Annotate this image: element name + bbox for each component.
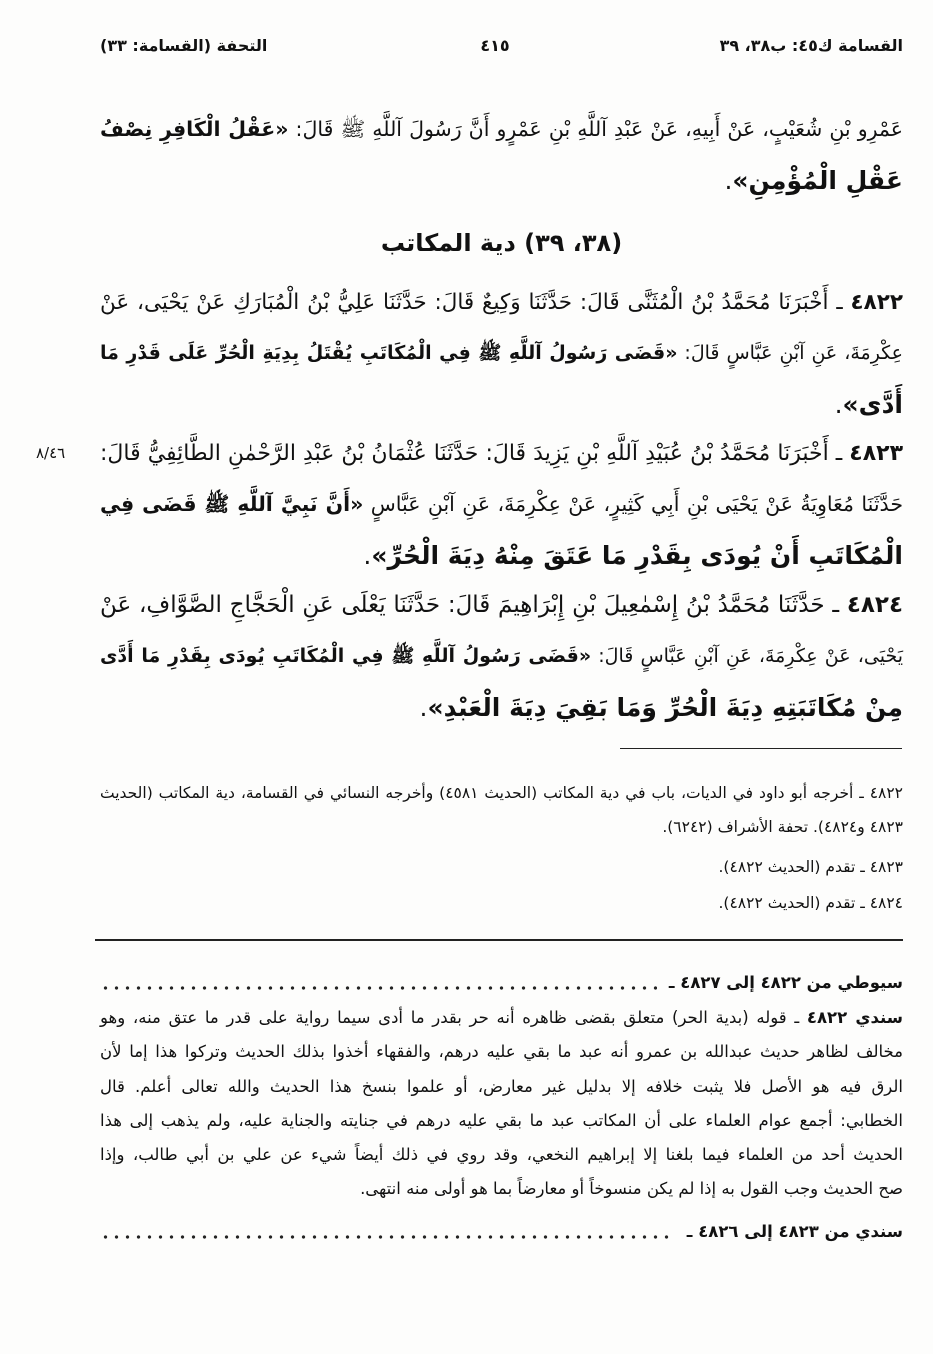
text-line: [100, 155, 903, 206]
text-run: ـ قوله (بدية الحر) متعلق بقضى ظاهره أنه حر بقدر ما أدى سيما رواية على قدر ما عتق منه، وهو: [100, 1008, 807, 1027]
footnote-separator: [620, 748, 902, 749]
text-run: .: [419, 693, 428, 722]
bold-text-run: عَقْلِ الْمُؤْمِنِ»: [732, 166, 903, 195]
text-run: .: [363, 541, 372, 570]
hadith-4823: [100, 428, 903, 581]
bold-text-run: «أَنَّ نَبِيَّ آللَّهِ ﷺ قَضَى فِي: [100, 492, 364, 516]
text-line: [100, 530, 903, 581]
bold-text-run: ٤٨٢٤: [846, 592, 903, 618]
text-line: [100, 1001, 903, 1035]
text-run: الحديث أحد من العلماء فيما بلغنا إلا إبراهيم النخعي، وقد روي في ذلك أيضاً شيء عن علي بن أبي طالب، وإذا: [100, 1145, 903, 1165]
text-line: [100, 776, 903, 810]
bold-text-run: سندي ٤٨٢٢: [806, 1008, 903, 1027]
bold-text-run: «عَقْلُ الْكَافِرِ نِصْفُ: [100, 117, 289, 141]
suyuti-note-label: سيوطي من ٤٨٢٢ إلى ٤٨٢٧ ـ: [668, 973, 903, 992]
text-line: [100, 104, 903, 155]
hadith-4824: [100, 580, 903, 733]
text-run: حَدَّثَنَا مُعَاوِيَةُ عَنْ يَحْيَى بْنِ أَبِي كَثِيرٍ، عَنْ عِكْرِمَةَ، عَنِ آبْنِ عَبَّاسٍ: [363, 492, 903, 516]
sindi-note-4822: [100, 1001, 903, 1207]
dot-leader: [100, 984, 657, 992]
text-line: [100, 479, 903, 530]
text-run: يَحْيَى، عَنْ عِكْرِمَةَ، عَنِ آبْنِ عَبَّاسٍ قَالَ:: [591, 645, 904, 667]
footnote-4823: [100, 850, 903, 884]
bold-text-run: «قَضَى رَسُولُ آللَّهِ ﷺ فِي الْمُكَاتَبِ يُقْتَلُ بِدِيَةِ الْحُرِّ عَلَى قَدْرِ مَا: [100, 342, 678, 364]
text-run: عِكْرِمَةَ، عَنِ آبْنِ عَبَّاسٍ قَالَ:: [677, 342, 904, 364]
page-number: ٤١٥: [480, 36, 510, 55]
text-line: [100, 580, 903, 631]
text-run: صح الحديث وجب القول به إذا لم يكن منسوخاً أو معارضاً بما هو أولى منه انتهى.: [360, 1179, 903, 1199]
text-run: الخطابي: أجمع عوام العلماء على أن المكاتب عبد ما بقي عليه درهم في جنايته والجناية عليه، ولم يذهب إلى هذا: [100, 1110, 903, 1130]
suyuti-note: [100, 966, 903, 1000]
hadith-4822: [100, 277, 903, 430]
text-line: [100, 1104, 903, 1138]
text-run: ٤٨٢٣ و٤٨٢٤). تحفة الأشراف (٦٢٤٢).: [662, 818, 903, 836]
text-run: مخالف لظاهر حديث عبدالله بن عمرو أنه عبد ما بقي عليه درهم، والفقهاء أخذوا بذلك الحديث وتركوا هذا إما لأن: [100, 1042, 903, 1062]
text-run: .: [724, 166, 733, 195]
text-run: ـ حَدَّثَنَا مُحَمَّدُ بْنُ إِسْمٰعِيلَ بْنِ إِبْرَاهِيمَ قَالَ: حَدَّثَنَا يَعْلَى عَنِ الْحَجَّاجِ الصَّوَّافِ، عَنْ: [100, 592, 847, 618]
text-line: [100, 682, 903, 733]
text-line: [100, 277, 903, 328]
intro-paragraph: [100, 104, 903, 206]
text-line: [100, 1070, 903, 1104]
text-line: [100, 328, 903, 379]
text-run: ٤٨٢٣ ـ تقدم (الحديث ٤٨٢٢).: [718, 858, 903, 876]
bold-text-run: ٤٨٢٢: [850, 290, 903, 315]
text-run: ـ أَخْبَرَنَا مُحَمَّدُ بْنُ عُبَيْدِ آللَّهِ بْنِ يَزِيدَ قَالَ: حَدَّثَنَا عُثْمَانُ بْنُ عَبْدِ الرَّحْمٰنِ الطَّائِفِيُّ قَالَ:: [100, 441, 850, 466]
text-run: ـ أَخْبَرَنَا مُحَمَّدُ بْنُ الْمُثَنَّى قَالَ: حَدَّثَنَا وَكِيعٌ قَالَ: حَدَّثَنَا عَلِيُّ بْنُ الْمُبَارَكِ عَنْ يَحْيَى، عَنْ: [100, 290, 851, 315]
text-line: [100, 379, 903, 430]
sindi-note-label: سندي من ٤٨٢٣ إلى ٤٨٢٦ ـ: [686, 1222, 903, 1241]
running-header: [100, 33, 903, 59]
text-run: .: [834, 390, 843, 419]
running-head-chapter: القسامة ك٤٥: ب٣٨، ٣٩: [719, 36, 903, 55]
commentary-separator: [95, 939, 903, 941]
text-line: [100, 1172, 903, 1206]
dot-leader: [100, 1233, 675, 1241]
bold-text-run: أَدَّى»: [842, 390, 903, 419]
text-run: الرق فيه هو الأصل فلا يثبت خلافه إلا بدليل غير معارض، أو علموا بنسخ هذا الحديث والله تعالى أعلم. قال: [100, 1076, 903, 1096]
chapter-heading: (٣٨، ٣٩) دية المكاتب: [380, 229, 623, 257]
text-line: [100, 886, 903, 920]
footnote-4824: [100, 886, 903, 920]
bold-text-run: ٤٨٢٣: [849, 441, 903, 466]
text-run: عَمْرِو بْنِ شُعَيْبٍ، عَنْ أَبِيهِ، عَنْ عَبْدِ آللَّهِ بْنِ عَمْرٍو أَنَّ رَسُولَ آللَّهِ ﷺ قَالَ:: [288, 117, 903, 141]
text-line: [100, 631, 903, 682]
margin-reference: ٨/٤٦: [36, 444, 66, 462]
text-run: ٤٨٢٢ ـ أخرجه أبو داود في الديات، باب في دية المكاتب (الحديث ٤٥٨١) وأخرجه النسائي في القسامة، دية المكاتب (الحديث: [100, 784, 904, 802]
bold-text-run: «قَضَى رَسُولُ آللَّهِ ﷺ فِي الْمُكَاتَبِ يُودَى بِقَدْرِ مَا أَدَّى: [100, 645, 592, 667]
running-head-tuhfa: التحفة (القسامة: ٣٣): [100, 36, 268, 55]
footnote-4822: [100, 776, 903, 844]
text-line: [100, 850, 903, 884]
text-line: [100, 1035, 903, 1069]
text-line: [100, 1138, 903, 1172]
bold-text-run: مِنْ مُكَاتَبَتِهِ دِيَةَ الْحُرِّ وَمَا بَقِيَ دِيَةَ الْعَبْدِ»: [427, 693, 903, 722]
sindi-note-4823-4826: [100, 1215, 903, 1249]
text-line: [100, 810, 903, 844]
text-line: [100, 428, 903, 479]
bold-text-run: الْمُكَاتَبِ أَنْ يُودَى بِقَدْرِ مَا عَتَقَ مِنْهُ دِيَةَ الْحُرِّ»: [371, 541, 903, 570]
text-run: ٤٨٢٤ ـ تقدم (الحديث ٤٨٢٢).: [718, 894, 903, 912]
